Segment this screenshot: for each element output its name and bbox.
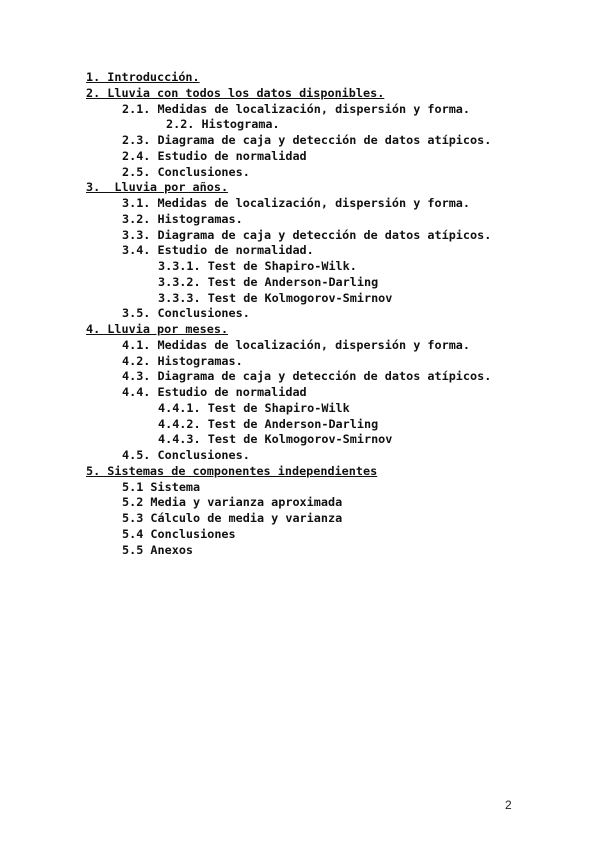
toc-entry: 4.4.1. Test de Shapiro-Wilk: [158, 400, 350, 415]
toc-entry: 3.2. Histogramas.: [122, 211, 243, 226]
toc-entry: 3.3.1. Test de Shapiro-Wilk.: [158, 259, 357, 273]
toc-entry: 2.1. Medidas de localización, dispersión y forma.: [122, 101, 471, 116]
toc-entry: 5.2 Media y varianza aproximada: [122, 495, 343, 510]
toc-entry: 2.3. Diagrama de caja y detección de datos atípicos.: [122, 133, 492, 147]
toc-entry: 3.3.2. Test de Anderson-Darling: [158, 274, 379, 289]
toc-entry: 4.4.3. Test de Kolmogorov-Smirnov: [158, 432, 393, 447]
toc-entry: 3.1. Medidas de localización, dispersión y forma.: [122, 196, 471, 210]
toc-section-heading[interactable]: 5. Sistemas de componentes independientes: [86, 463, 378, 478]
toc-section-heading[interactable]: 3. Lluvia por años.: [86, 180, 229, 195]
toc-entry: 4.3. Diagrama de caja y detección de datos atípicos.: [122, 369, 492, 384]
toc-entry: 2.4. Estudio de normalidad: [122, 148, 307, 163]
toc-section-heading[interactable]: 1. Introducción.: [86, 70, 200, 84]
page-number: 2: [505, 798, 512, 812]
toc-entry: 3.5. Conclusiones.: [122, 306, 250, 321]
toc-entry: 4.5. Conclusiones.: [122, 448, 250, 462]
toc-entry: 4.4.2. Test de Anderson-Darling: [158, 416, 379, 431]
toc-entry: 2.5. Conclusiones.: [122, 164, 250, 179]
toc-section-heading[interactable]: 2. Lluvia con todos los datos disponibles.: [86, 85, 385, 100]
toc-entry: 3.3.3. Test de Kolmogorov-Smirnov: [158, 290, 393, 305]
toc-section-heading[interactable]: 4. Lluvia por meses.: [86, 322, 229, 336]
toc-entry: 5.3 Cálculo de media y varianza: [122, 511, 343, 525]
toc-entry: 4.4. Estudio de normalidad: [122, 385, 307, 399]
toc-entry: 2.2. Histograma.: [166, 117, 280, 132]
table-of-contents: [86, 70, 491, 558]
toc-entry: 4.2. Histogramas.: [122, 353, 243, 368]
toc-entry: 3.3. Diagrama de caja y detección de datos atípicos.: [122, 227, 492, 242]
toc-entry: 3.4. Estudio de normalidad.: [122, 243, 314, 258]
toc-entry: 5.4 Conclusiones: [122, 526, 236, 541]
toc-entry: 5.5 Anexos: [122, 542, 194, 557]
toc-entry: 5.1 Sistema: [122, 479, 201, 494]
toc-entry: 4.1. Medidas de localización, dispersión y forma.: [122, 337, 471, 352]
